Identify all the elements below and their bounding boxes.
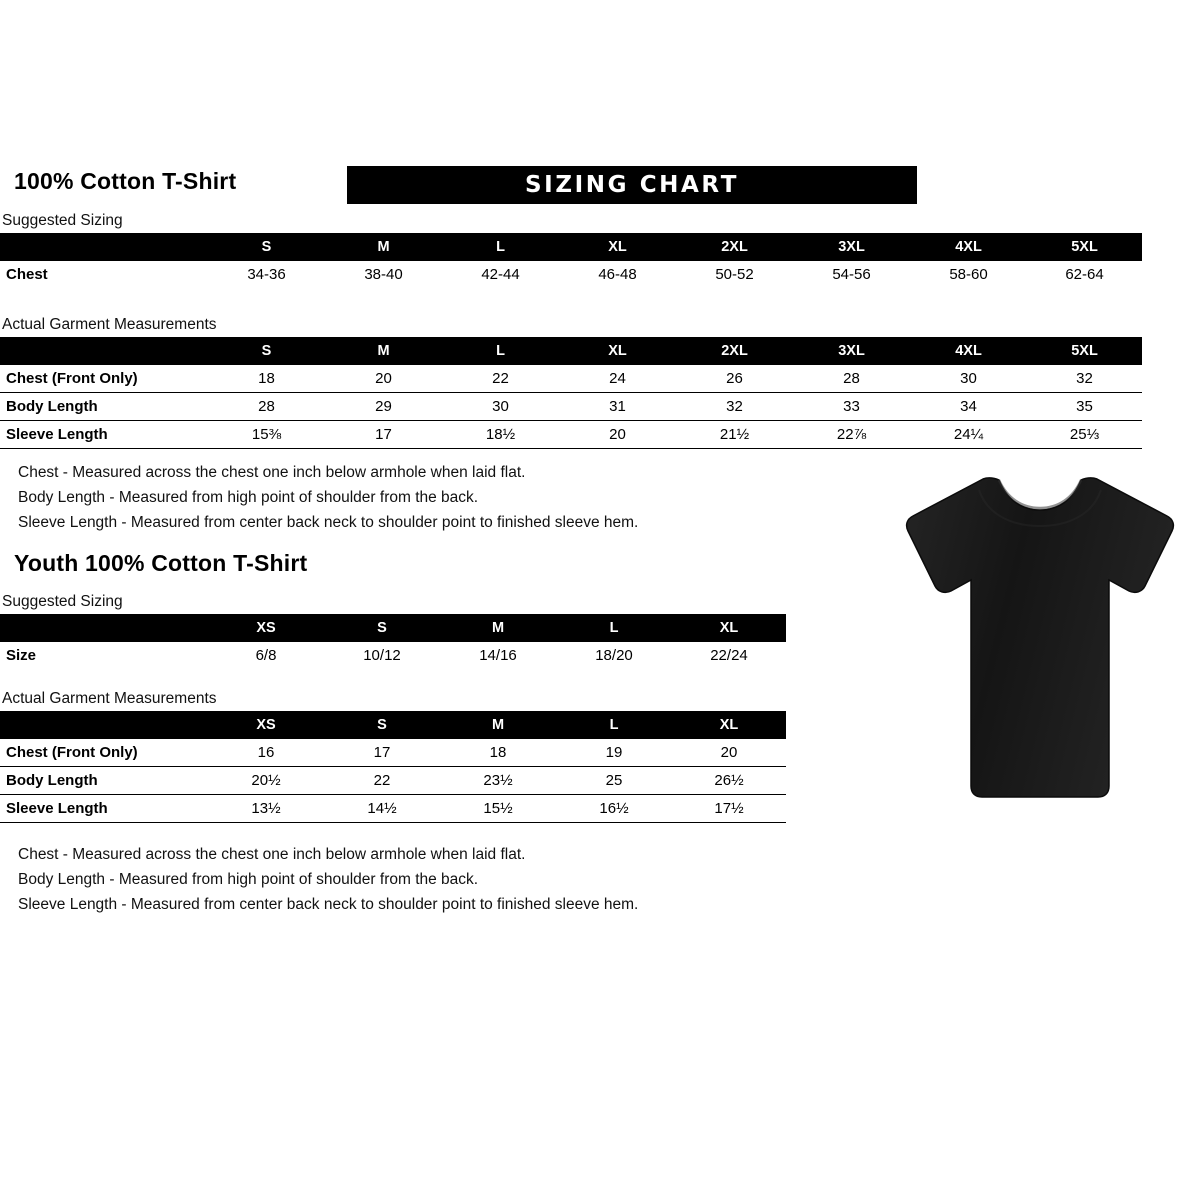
cell: 28 <box>793 365 910 393</box>
col-header-xl: XL <box>559 337 676 365</box>
col-header-4xl: 4XL <box>910 337 1027 365</box>
col-header-lead <box>0 614 208 642</box>
col-header-4xl: 4XL <box>910 233 1027 261</box>
cell: 26½ <box>672 767 786 795</box>
col-header-s: S <box>208 233 325 261</box>
adult-suggested-sizing-table <box>0 233 1142 288</box>
cell: 16 <box>208 739 324 767</box>
cell: 24¼ <box>910 421 1027 449</box>
adult-header-row <box>14 166 904 202</box>
table-header-row <box>0 337 1142 365</box>
cell: 17 <box>325 421 442 449</box>
col-header-lead <box>0 711 208 739</box>
col-header-2xl: 2XL <box>676 337 793 365</box>
adult-note-body: Body Length - Measured from high point of shoulder from the back. <box>18 489 479 506</box>
table-header-row <box>0 711 786 739</box>
col-header-l: L <box>442 233 559 261</box>
cell: 22 <box>442 365 559 393</box>
cell: 20 <box>672 739 786 767</box>
cell: 10/12 <box>363 647 401 664</box>
cell: 18/20 <box>595 647 633 664</box>
row-label: Chest (Front Only) <box>0 739 208 767</box>
sizing-chart-banner <box>347 166 917 204</box>
row-label: Body Length <box>0 393 208 421</box>
col-header-l: L <box>556 614 672 642</box>
col-header-3xl: 3XL <box>793 337 910 365</box>
col-header-xs: XS <box>208 711 324 739</box>
adult-actual-measurements-label: Actual Garment Measurements <box>2 316 217 333</box>
col-header-m: M <box>325 337 442 365</box>
cell: 33 <box>793 393 910 421</box>
cell: 25 <box>556 767 672 795</box>
col-header-s: S <box>324 711 440 739</box>
cell: 62-64 <box>1065 266 1104 283</box>
youth-suggested-sizing-label: Suggested Sizing <box>2 593 123 610</box>
cell: 35 <box>1027 393 1142 421</box>
table-row <box>0 421 1142 449</box>
cell: 24 <box>559 365 676 393</box>
cell: 18 <box>208 365 325 393</box>
cell: 16½ <box>556 795 672 823</box>
col-header-5xl: 5XL <box>1027 337 1142 365</box>
row-label: Size <box>6 647 37 664</box>
cell: 46-48 <box>598 266 637 283</box>
cell: 14½ <box>324 795 440 823</box>
adult-section-title: 100% Cotton T-Shirt <box>14 168 237 194</box>
adult-note-chest: Chest - Measured across the chest one inch below armhole when laid flat. <box>18 464 526 481</box>
cell: 28 <box>208 393 325 421</box>
table-header-row <box>0 614 786 642</box>
col-header-l: L <box>556 711 672 739</box>
youth-section-title: Youth 100% Cotton T-Shirt <box>14 550 308 576</box>
col-header-l: L <box>442 337 559 365</box>
youth-note-chest: Chest - Measured across the chest one inch below armhole when laid flat. <box>18 846 526 863</box>
adult-note-sleeve: Sleeve Length - Measured from center back neck to shoulder point to finished sleeve hem. <box>18 514 639 531</box>
youth-note-body: Body Length - Measured from high point of shoulder from the back. <box>18 871 479 888</box>
cell: 15½ <box>440 795 556 823</box>
youth-actual-measurements-label: Actual Garment Measurements <box>2 690 217 707</box>
cell: 20 <box>325 365 442 393</box>
cell: 22⅞ <box>793 421 910 449</box>
table-row <box>0 365 1142 393</box>
col-header-xl: XL <box>672 614 786 642</box>
youth-suggested-sizing-table <box>0 614 786 669</box>
cell: 42-44 <box>481 266 520 283</box>
cell: 19 <box>556 739 672 767</box>
adult-suggested-sizing-label: Suggested Sizing <box>2 212 123 229</box>
cell: 15⅜ <box>208 421 325 449</box>
cell: 17½ <box>672 795 786 823</box>
row-label: Sleeve Length <box>0 795 208 823</box>
row-label: Chest (Front Only) <box>0 365 208 393</box>
cell: 32 <box>1027 365 1142 393</box>
row-label: Sleeve Length <box>0 421 208 449</box>
youth-notes <box>18 842 638 917</box>
cell: 21½ <box>676 421 793 449</box>
cell: 22 <box>324 767 440 795</box>
cell: 20½ <box>208 767 324 795</box>
cell: 23½ <box>440 767 556 795</box>
table-row <box>0 795 786 823</box>
cell: 30 <box>910 365 1027 393</box>
col-header-xl: XL <box>672 711 786 739</box>
cell: 26 <box>676 365 793 393</box>
cell: 34-36 <box>247 266 286 283</box>
cell: 18 <box>440 739 556 767</box>
cell: 29 <box>325 393 442 421</box>
col-header-s: S <box>324 614 440 642</box>
col-header-xs: XS <box>208 614 324 642</box>
table-row <box>0 642 786 669</box>
cell: 22/24 <box>710 647 748 664</box>
row-label: Chest <box>6 266 48 283</box>
col-header-xl: XL <box>559 233 676 261</box>
cell: 14/16 <box>479 647 517 664</box>
table-header-row <box>0 233 1142 261</box>
cell: 20 <box>559 421 676 449</box>
adult-actual-measurements-table <box>0 337 1142 449</box>
col-header-m: M <box>325 233 442 261</box>
cell: 31 <box>559 393 676 421</box>
table-row <box>0 767 786 795</box>
cell: 17 <box>324 739 440 767</box>
col-header-m: M <box>440 711 556 739</box>
cell: 34 <box>910 393 1027 421</box>
cell: 58-60 <box>949 266 988 283</box>
table-row <box>0 739 786 767</box>
col-header-lead <box>0 337 208 365</box>
cell: 54-56 <box>832 266 871 283</box>
cell: 50-52 <box>715 266 754 283</box>
col-header-s: S <box>208 337 325 365</box>
col-header-2xl: 2XL <box>676 233 793 261</box>
cell: 30 <box>442 393 559 421</box>
row-label: Body Length <box>0 767 208 795</box>
cell: 18½ <box>442 421 559 449</box>
tshirt-illustration <box>895 470 1185 810</box>
cell: 38-40 <box>364 266 403 283</box>
sizing-chart-banner-label: SIZING CHART <box>525 172 739 198</box>
table-row <box>0 261 1142 288</box>
adult-notes <box>18 460 638 535</box>
tshirt-icon <box>895 470 1185 810</box>
youth-note-sleeve: Sleeve Length - Measured from center back neck to shoulder point to finished sleeve hem. <box>18 896 639 913</box>
col-header-m: M <box>440 614 556 642</box>
col-header-3xl: 3XL <box>793 233 910 261</box>
col-header-lead <box>0 233 208 261</box>
youth-actual-measurements-table <box>0 711 786 823</box>
cell: 13½ <box>208 795 324 823</box>
cell: 25⅓ <box>1027 421 1142 449</box>
cell: 6/8 <box>255 647 277 664</box>
col-header-5xl: 5XL <box>1027 233 1142 261</box>
table-row <box>0 393 1142 421</box>
cell: 32 <box>676 393 793 421</box>
